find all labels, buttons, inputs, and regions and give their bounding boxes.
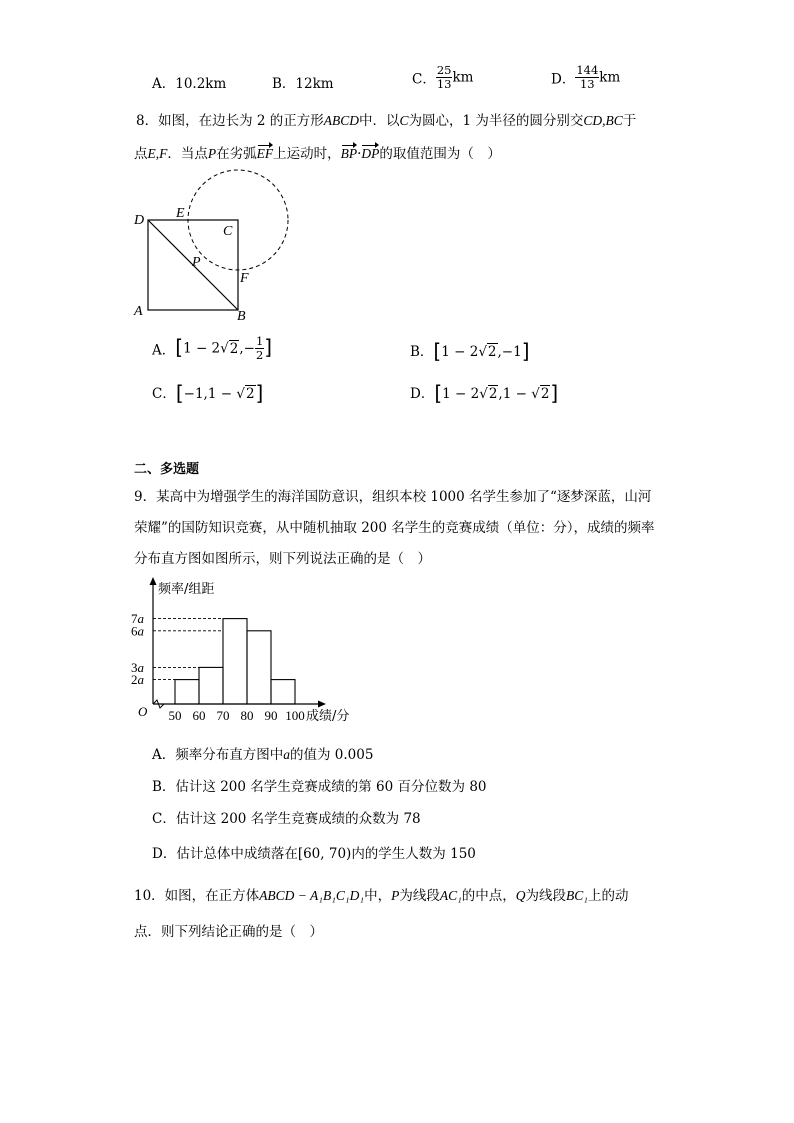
q9-stem-line3: 分布直方图如图所示，则下列说法正确的是（ ）: [134, 551, 431, 567]
bracket-close: ]: [521, 339, 530, 363]
q7-option-a-value: 10.2km: [175, 76, 227, 92]
x-tick-label: 70: [216, 708, 230, 723]
label-b: B: [237, 309, 246, 324]
q9-option-d-text: D．估计总体中成绩落在: [152, 846, 298, 862]
y-tick-label: 3a: [131, 659, 144, 675]
q10-text: 的中点，: [461, 888, 516, 904]
q7-option-a: [152, 72, 226, 92]
q8-text: 上运动时，: [273, 146, 341, 162]
q8-arc-ef: EF: [256, 146, 274, 161]
q8-vector-dp: DP: [361, 146, 380, 161]
q8-var-cdbc: CD,BC: [583, 113, 623, 128]
q8-stem-line1: [136, 109, 636, 129]
q8-option-b-radicand: 2: [487, 344, 497, 360]
y-axis-arrow-icon: [150, 577, 157, 585]
q9-option-d: [152, 842, 476, 862]
q7-option-c: [412, 64, 473, 91]
q8-option-d-radicand: 2: [488, 386, 498, 402]
histogram-bar: [247, 631, 271, 704]
q8-var-p: P: [207, 146, 217, 161]
label-d: D: [134, 213, 145, 228]
q8-option-d-left: 1 − 2: [442, 386, 480, 402]
q7-option-b-label: B．: [272, 76, 296, 92]
q10-text: 为线段: [525, 888, 567, 904]
bracket-open: [: [175, 381, 184, 405]
y-tick-labels: [131, 611, 145, 687]
x-axis-label: 成绩/分: [306, 709, 350, 724]
q7-option-d-denominator: 13: [579, 77, 595, 91]
histogram-bar: [199, 667, 223, 704]
q8-text: 8．如图，在边长为 2 的正方形: [136, 113, 324, 129]
q7-option-b: [272, 72, 334, 92]
q10-stem-line2: 点．则下列结论正确的是（ ）: [134, 924, 323, 940]
x-tick-label: 60: [192, 708, 206, 723]
histogram-dashed-lines: [153, 619, 223, 680]
q8-option-b-label: B．: [410, 344, 434, 360]
q7-option-d-label: D．: [551, 71, 576, 88]
q8-vector-bp: BP: [340, 146, 358, 161]
q9-histogram: [128, 574, 368, 726]
q8-option-a-radicand: 2: [229, 340, 239, 357]
q7-option-c-denominator: 13: [436, 77, 452, 91]
histogram-bar: [175, 680, 199, 704]
q8-option-a-denominator: 2: [255, 348, 264, 362]
q10-stem-line1: [134, 884, 628, 904]
q10-text: 为线段: [399, 888, 440, 904]
q9-option-a-var: a: [283, 747, 290, 762]
y-tick-label: 7a: [131, 611, 144, 627]
q9-option-a-text-end: 的值为 0.005: [290, 747, 374, 763]
q8-option-c-radicand: 2: [245, 386, 255, 402]
q8-option-a-left: 1 − 2: [183, 340, 221, 357]
y-tick-label: 6a: [131, 623, 144, 639]
q8-option-b-left: 1 − 2: [441, 344, 479, 360]
q8-text: ．当点: [167, 146, 208, 162]
q8-option-c-left: −1,1 −: [183, 386, 237, 402]
q10-text: 10．如图，在正方体: [134, 888, 260, 904]
q8-option-d: [410, 381, 558, 405]
q8-text: 的取值范围为（ ）: [379, 146, 501, 162]
origin-label: O: [138, 704, 148, 719]
q8-option-d-mid: ,1 −: [498, 386, 532, 402]
histogram-bar: [271, 680, 295, 704]
q8-option-a-fraction: [255, 335, 264, 362]
q10-text: 上的动: [587, 888, 629, 904]
q10-cube-name: ABCD − A₁B₁C₁D₁: [259, 888, 365, 903]
sqrt-icon: √: [220, 340, 229, 357]
sqrt-icon: √: [479, 386, 488, 402]
section-title: 二、多选题: [134, 462, 200, 477]
q10-var-q: Q: [515, 888, 526, 903]
q10-text: 中，: [364, 888, 392, 904]
q8-option-a-label: A．: [152, 342, 176, 359]
q8-text: 中．以: [359, 113, 400, 129]
q9-option-d-text-end: 内的学生人数为 150: [351, 846, 476, 862]
histogram-bar: [223, 619, 247, 704]
q7-option-b-value: 12km: [295, 76, 334, 92]
q8-dot-product: ·: [357, 146, 362, 162]
q8-var-c: C: [399, 113, 409, 128]
sqrt-icon: √: [236, 386, 245, 402]
q7-option-d: [551, 64, 620, 91]
x-tick-label: 90: [264, 708, 278, 723]
y-axis-label: 频率/组距: [158, 582, 215, 597]
q7-option-d-fraction: [575, 64, 599, 91]
label-a: A: [134, 304, 143, 319]
q8-option-a: [152, 335, 272, 362]
q9-option-a-text: A．频率分布直方图中: [152, 747, 284, 763]
label-p: P: [192, 255, 201, 270]
q9-stem-line1: 9．某高中为增强学生的海洋国防意识，组织本校 1000 名学生参加了“逐梦深蓝，山河: [134, 489, 652, 505]
x-tick-label: 80: [240, 708, 254, 723]
q8-text: 为圆心，1 为半径的圆分别交: [408, 113, 584, 129]
sqrt-icon: √: [478, 344, 487, 360]
bracket-close: ]: [255, 381, 264, 405]
q10-var-p: P: [391, 888, 400, 903]
q8-option-b-right: ,−1: [497, 344, 522, 360]
q7-option-c-fraction: [436, 64, 453, 91]
q7-option-c-numerator: 25: [436, 63, 452, 77]
histogram-bars: [175, 619, 295, 704]
label-f: F: [240, 271, 249, 286]
q9-option-c: C．估计这 200 名学生竞赛成绩的众数为 78: [152, 811, 421, 827]
q8-square-figure: [130, 165, 300, 325]
q8-var-abcd: ABCD: [323, 113, 360, 128]
x-tick-labels: [169, 708, 305, 723]
q8-option-a-sep: ,−: [239, 340, 255, 357]
q8-option-c: [152, 381, 263, 405]
x-axis-arrow-icon: [318, 701, 326, 708]
q8-text: 在劣弧: [216, 146, 257, 162]
q8-option-b: [410, 339, 530, 363]
q10-segment-bc1: BC₁: [566, 888, 588, 903]
bracket-close: ]: [550, 381, 559, 405]
y-tick-label: 2a: [131, 672, 144, 688]
q8-var-ef: E,F: [147, 146, 168, 161]
bracket-open: [: [433, 339, 442, 363]
q7-option-c-unit: km: [452, 69, 474, 86]
x-tick-label: 100: [285, 708, 305, 723]
q8-option-d-radicand-2: 2: [540, 386, 550, 402]
q9-stem-line2: 荣耀”的国防知识竞赛，从中随机抽取 200 名学生的竞赛成绩（单位：分），成绩的频率: [134, 520, 655, 536]
label-c: C: [223, 224, 233, 239]
q7-option-d-numerator: 144: [576, 63, 599, 77]
bracket-open: [: [175, 335, 184, 359]
q8-option-d-label: D．: [410, 386, 435, 402]
q8-option-a-numerator: 1: [255, 334, 264, 348]
bracket-close: ]: [264, 335, 273, 359]
q9-option-b: B．估计这 200 名学生竞赛成绩的第 60 百分位数为 80: [152, 779, 487, 795]
q8-stem-line2: [134, 142, 501, 162]
sqrt-icon: √: [531, 386, 540, 402]
q8-text: 于: [622, 113, 637, 129]
q10-segment-ac1: AC₁: [439, 888, 462, 903]
bracket-open: [: [434, 381, 443, 405]
q9-option-d-interval: [60, 70): [297, 846, 352, 862]
q7-option-c-label: C．: [412, 71, 436, 88]
q9-option-a: [152, 743, 373, 763]
x-tick-label: 50: [168, 708, 182, 723]
q7-option-d-unit: km: [599, 69, 621, 86]
q8-text: 点: [134, 146, 148, 162]
label-e: E: [176, 206, 185, 221]
q8-option-c-label: C．: [152, 386, 176, 402]
q7-option-a-label: A．: [152, 76, 176, 92]
